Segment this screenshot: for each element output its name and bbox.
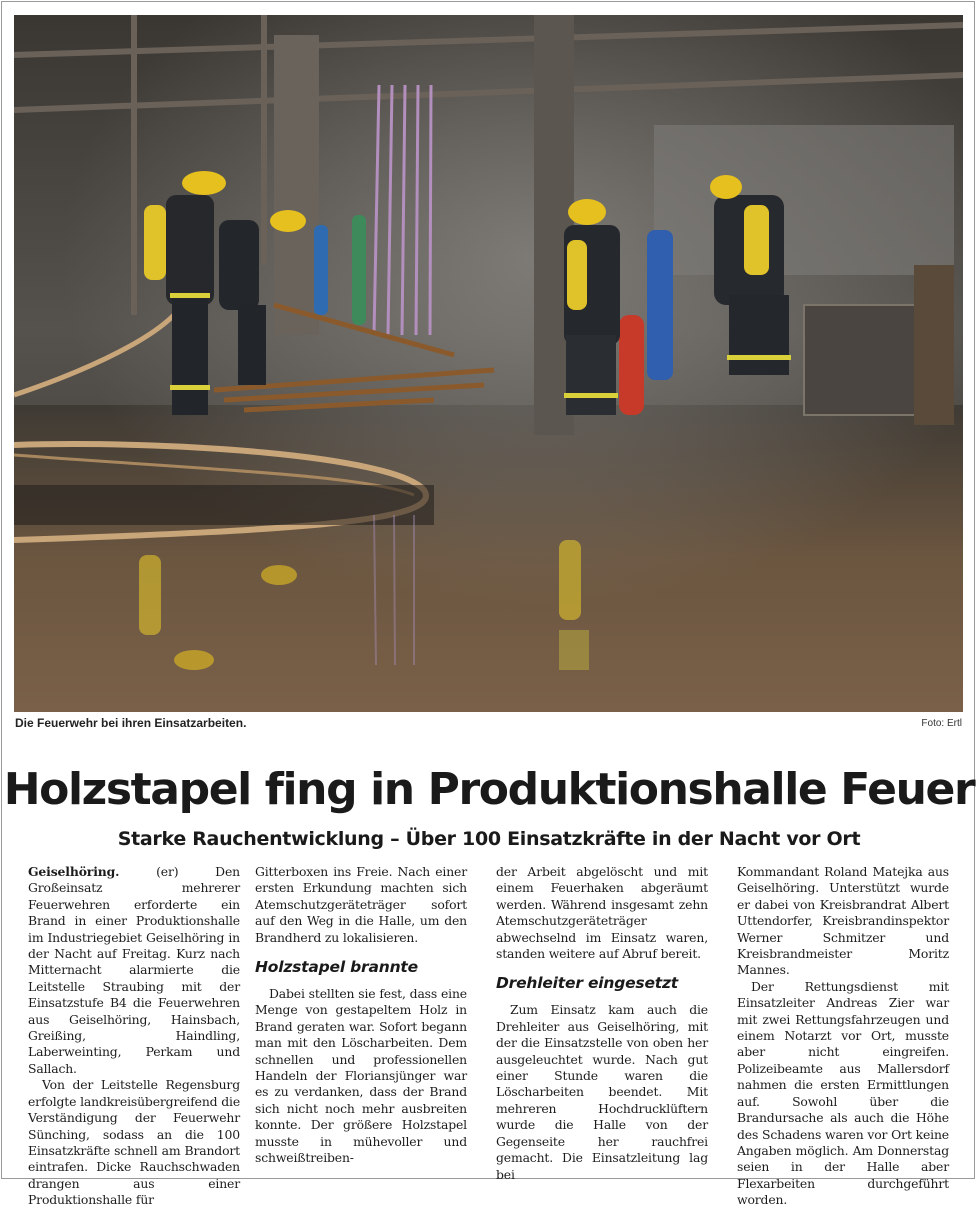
photo-caption: Die Feuerwehr bei ihren Einsatzarbeiten. [15,716,247,730]
paragraph: Dabei stellten sie fest, dass eine Menge von gestapeltem Holz in Brand geraten war. Sofort begann man mit den Löscharbeiten. Dem schnellen und professionellen Handeln der Floriansjünger war es zu verdanken, dass der Brand sich nicht noch mehr ausbreiten konnte. Der größere Holzstapel musste in mühevoller und schweißtreiben- [255,986,467,1166]
paragraph: Der Rettungsdienst mit Einsatzleiter Andreas Zier war mit zwei Rettungsfahrzeugen und einem Notarzt vor Ort, musste aber nicht eingreifen. Polizeibeamte aus Mallersdorf nahmen die ersten Ermittlungen auf. Sowohl über die Brandursache als auch die Höhe des Schadens waren vor Ort keine Angaben möglich. Am Donnerstag seien in der Halle aber Flexarbeiten durchgeführt worden. [737,978,949,1208]
article-column-2 [255,864,467,1167]
paragraph: Gitterboxen ins Freie. Nach einer ersten Erkundung machten sich Atemschutzgeräteträger sofort auf den Weg in die Halle, um den Brandherd zu lokalisieren. [255,864,467,945]
subheading: Drehleiter eingesetzt [496,974,679,993]
article-photo [14,15,963,712]
subheadline: Starke Rauchentwicklung – Über 100 Einsatzkräfte in der Nacht vor Ort [117,828,861,850]
article-column-3 [496,864,708,1183]
article-column-1 [28,864,240,1209]
lead-paragraph [28,864,240,1077]
lead-text: (er) Den Großeinsatz mehrerer Feuerwehren erforderte ein Brand in einer Produktionshalle im Industriegebiet Geiselhöring in der Nacht auf Freitag. Kurz nach Mitternacht alarmierte die Leitstelle Straubing mit der Einsatzstufe B4 die Feuerwehren aus Geiselhöring, Hainsbach, Greißing, Haindling, Laberweinting, Perkam und Sallach. [28,864,240,1076]
subheading: Holzstapel brannte [255,958,418,977]
dateline: Geiselhöring. [28,864,120,879]
paragraph: Von der Leitstelle Regensburg erfolgte landkreisübergreifend die Verständigung der Feuerwehr Sünching, sodass an die 100 Einsatzkräfte schnell am Brandort eintrafen. Dicke Rauchschwaden drangen aus einer Produktionshalle für [28,1077,241,1208]
headline: Holzstapel fing in Produktionshalle Feuer [3,764,975,815]
firefighters-photo-icon [14,15,963,712]
paragraph: der Arbeit abgelöscht und mit einem Feuerhaken abgeräumt werden. Während insgesamt zehn Atemschutzgeräteträger abwechselnd im Einsatz waren, standen weitere auf Abruf bereit. [496,864,708,962]
article-column-4 [737,864,949,1209]
paragraph: Zum Einsatz kam auch die Drehleiter aus Geiselhöring, mit der die Einsatzstelle von oben her ausgeleuchtet wurde. Nach gut einer Stunde waren die Löscharbeiten beendet. Mit mehreren Hochdrucklüftern wurde die Halle von der Gegenseite her rauchfrei gemacht. Die Einsatzleitung lag bei [496,1002,708,1182]
photo-credit: Foto: Ertl [921,718,962,729]
paragraph: Kommandant Roland Matejka aus Geiselhöring. Unterstützt wurde er dabei von Kreisbrandrat Albert Uttendorfer, Kreisbrandinspektor Werner Schmitzer und Kreisbrandmeister Moritz Mannes. [737,864,949,978]
